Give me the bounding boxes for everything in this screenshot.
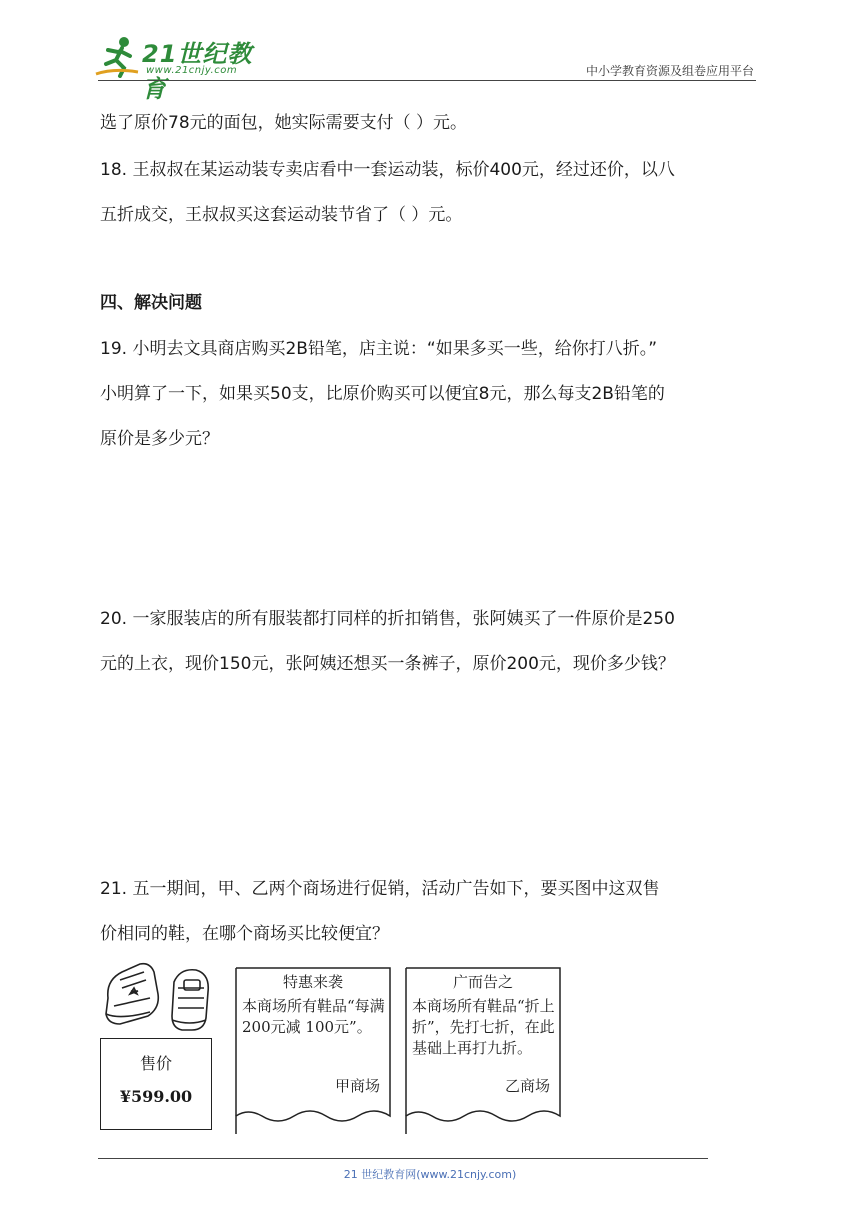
shoe-promotion-figure <box>100 958 570 1133</box>
question-18-line-1: 18. 王叔叔在某运动装专卖店看中一套运动装，标价400元，经过还价，以八 <box>100 160 675 180</box>
price-label: 售价 <box>139 1054 172 1073</box>
question-19-line-1: 19. 小明去文具商店购买2B铅笔，店主说：“如果多买一些，给你打八折。” <box>100 339 658 359</box>
ad-b-title: 广而告之 <box>452 973 513 991</box>
footer-site-link[interactable]: 21 世纪教育网(www.21cnjy.com) <box>343 1168 517 1181</box>
question-17-continuation: 选了原价78元的面包，她实际需要支付（ ）元。 <box>100 113 468 133</box>
ad-store-a <box>234 966 392 1134</box>
ad-b-signature: 乙商场 <box>504 1077 550 1095</box>
question-21-line-2: 价相同的鞋，在哪个商场买比较便宜？ <box>100 924 389 944</box>
section-title-problem-solving: 四、解决问题 <box>100 293 202 313</box>
shoes-icon <box>100 958 218 1036</box>
question-19-line-2: 小明算了一下，如果买50支，比原价购买可以便宜8元，那么每支2B铅笔的 <box>100 384 665 404</box>
question-20-line-1: 20. 一家服装店的所有服装都打同样的折扣销售，张阿姨买了一件原价是250 <box>100 609 675 629</box>
ad-a-body: 本商场所有鞋品“每满200元减 100元”。 <box>242 997 385 1036</box>
question-21-line-1: 21. 五一期间，甲、乙两个商场进行促销，活动广告如下，要买图中这双售 <box>100 879 660 899</box>
ad-store-b <box>404 966 562 1134</box>
header-platform-text: 中小学教育资源及组卷应用平台 <box>585 64 754 78</box>
ad-b-body: 本商场所有鞋品“折上折”，先打七折，在此基础上再打九折。 <box>412 997 555 1057</box>
logo-url: www.21cnjy.com <box>146 65 238 76</box>
price-tag <box>100 1038 212 1130</box>
header-divider <box>98 80 756 81</box>
question-18-line-2: 五折成交，王叔叔买这套运动装节省了（ ）元。 <box>100 205 463 225</box>
logo-title: 21世纪教育 <box>142 40 253 103</box>
site-logo <box>94 32 264 103</box>
runner-logo-icon <box>94 34 142 78</box>
footer-divider <box>98 1158 708 1159</box>
ad-a-title: 特惠来袭 <box>282 973 343 991</box>
question-19-line-3: 原价是多少元？ <box>100 429 219 449</box>
ad-a-signature: 甲商场 <box>334 1077 380 1095</box>
price-value: ¥599.00 <box>119 1087 193 1106</box>
question-20-line-2: 元的上衣，现价150元，张阿姨还想买一条裤子，原价200元，现价多少钱？ <box>100 654 675 674</box>
